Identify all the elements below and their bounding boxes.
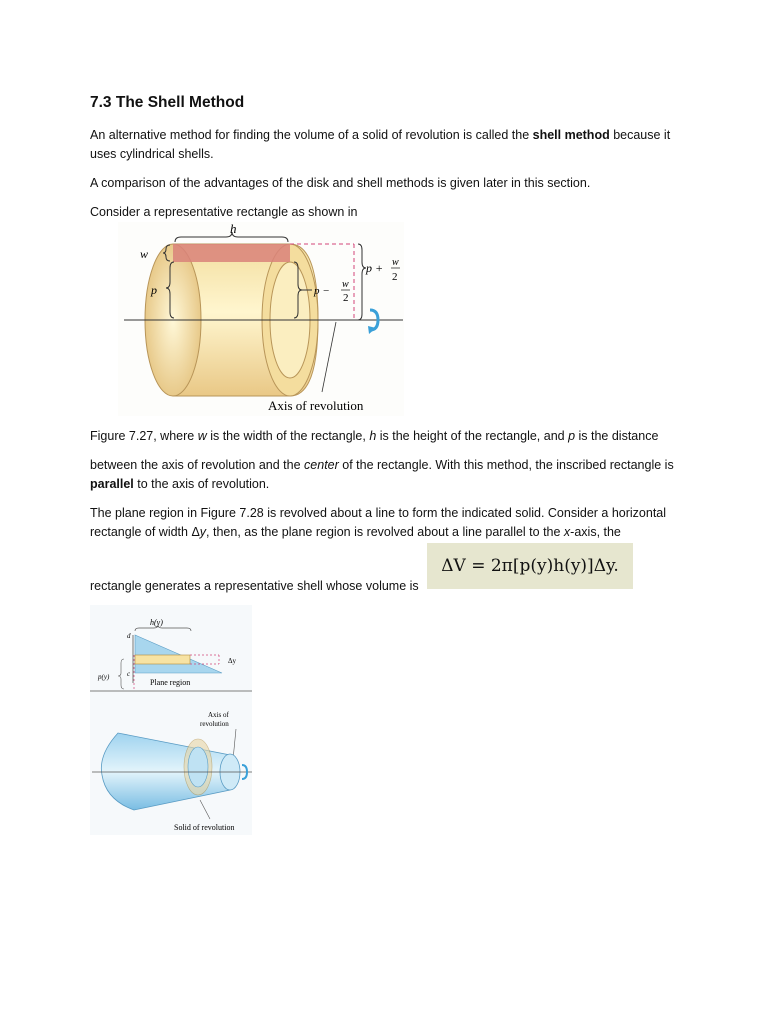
axis-of-label-line1: Axis of — [208, 711, 229, 719]
p-plus-brace — [358, 244, 366, 320]
label-p-minus-w: w — [342, 279, 349, 290]
label-p-plus: p + — [366, 261, 384, 275]
label-c: c — [127, 670, 131, 678]
paragraph-shell-volume: rectangle generates a representative shell whose volume is — [90, 579, 419, 593]
py-brace — [118, 659, 124, 689]
para6-text-3: -axis, the — [570, 525, 621, 539]
plane-region-illustration — [90, 605, 252, 835]
para4-p: p — [568, 429, 576, 443]
axis-of-label-line2: revolution — [200, 720, 229, 728]
para4-text-3: is the height of the rectangle, and — [376, 429, 569, 443]
figure-plane-region-solid — [90, 605, 252, 835]
para4-text-2: is the width of the rectangle, — [206, 429, 370, 443]
solid-of-revolution-label: Solid of revolution — [174, 823, 235, 832]
label-dy: Δy — [228, 657, 237, 665]
paragraph-intro — [90, 126, 690, 164]
para5-text-3: to the axis of revolution. — [133, 477, 270, 491]
label-p: p — [151, 283, 157, 297]
para4-w: w — [197, 429, 207, 443]
para5-text-2: of the rectangle. With this method, the inscribed rectangle is — [338, 458, 674, 472]
label-p-plus-two: 2 — [392, 271, 398, 283]
hy-brace — [135, 625, 191, 631]
para1-bold: shell method — [532, 128, 610, 142]
para5-parallel: parallel — [90, 477, 134, 491]
label-h: h — [230, 222, 237, 236]
label-p-plus-w: w — [392, 257, 399, 268]
section-title: 7.3 The Shell Method — [90, 94, 245, 111]
para1-text-b: because it uses cylindrical shells. — [90, 128, 671, 161]
para6-text-1: The plane region in Figure 7.28 is revolved about a line to form the indicated solid. Consider a horizontal rectangle of width Δ — [90, 506, 667, 539]
axis-of-revolution-label: Axis of revolution — [268, 398, 364, 413]
axis-pointer — [322, 322, 336, 392]
plane-region-label: Plane region — [150, 678, 191, 687]
inner-shell-hole — [188, 747, 208, 787]
para6-y: y — [199, 525, 207, 539]
label-p-minus: p − — [314, 285, 330, 297]
paragraph-comparison: A comparison of the advantages of the disk and shell methods is given later in this section. — [90, 176, 591, 190]
figure-shell-diagram — [118, 222, 404, 416]
label-p-minus-two: 2 — [343, 292, 349, 304]
representative-rectangle — [173, 244, 290, 262]
plane-rectangle — [135, 655, 190, 664]
volume-formula: ΔV = 2π[p(y)h(y)]Δy. — [427, 543, 633, 589]
paragraph-plane-region — [90, 504, 690, 542]
para6-x: x — [563, 525, 571, 539]
para4-text-4: is the distance — [575, 429, 659, 443]
para4-text-1: Figure 7.27, where — [90, 429, 198, 443]
shell-illustration — [118, 222, 404, 416]
paragraph-center — [90, 456, 690, 494]
solid-pointer — [200, 800, 210, 819]
plane-region-triangle — [135, 635, 222, 673]
label-w: w — [140, 247, 149, 261]
paragraph-consider: Consider a representative rectangle as shown in — [90, 205, 358, 219]
label-py: p(y) — [98, 673, 110, 681]
para4-h: h — [369, 429, 377, 443]
para1-text-a: An alternative method for finding the volume of a solid of revolution is called the — [90, 128, 533, 142]
para6-text-2: , then, as the plane region is revolved about a line parallel to the — [206, 525, 564, 539]
paragraph-figure-caption — [90, 427, 690, 446]
para5-center: center — [304, 458, 339, 472]
label-hy: h(y) — [150, 618, 163, 627]
label-d: d — [127, 632, 131, 640]
para5-text-1: between the axis of revolution and the — [90, 458, 305, 472]
